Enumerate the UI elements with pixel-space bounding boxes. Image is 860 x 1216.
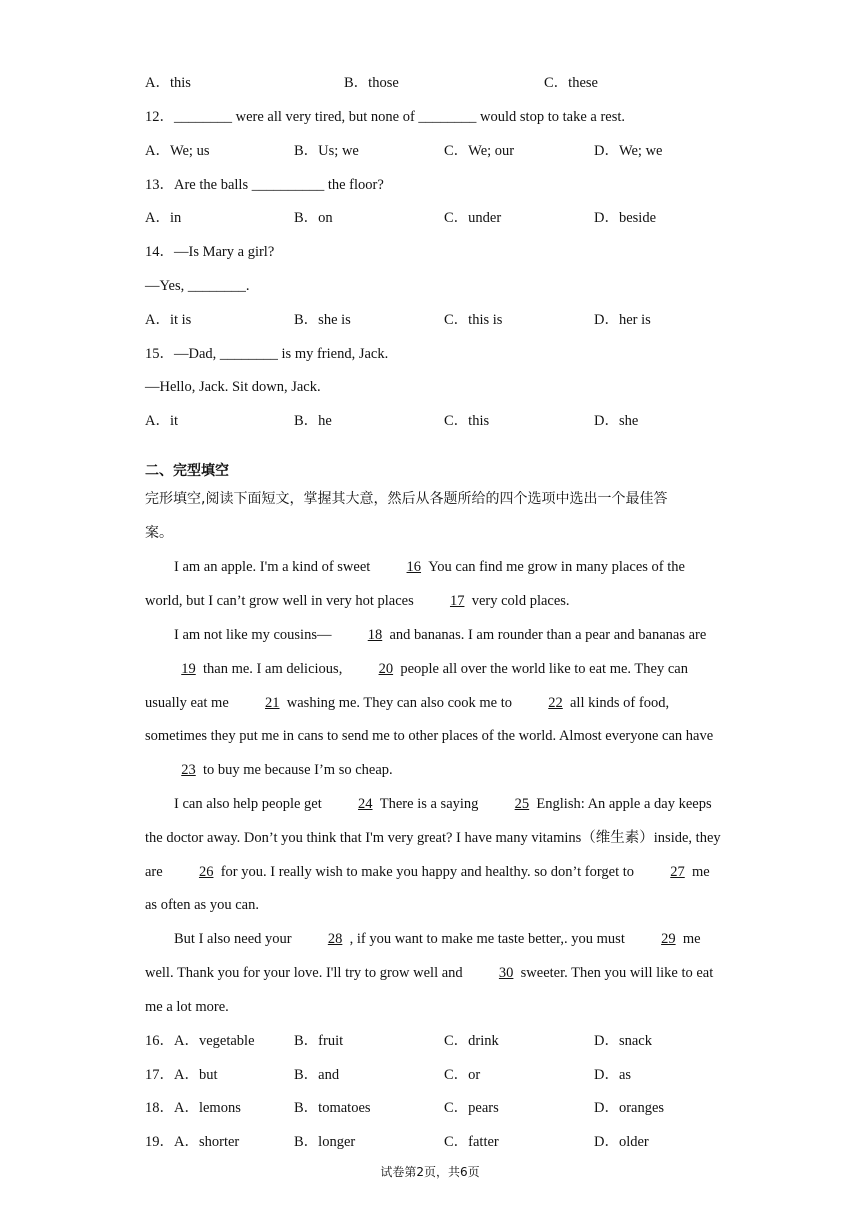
passage-paragraph-3: I can also help people get 24 There is a saying 25 English: An apple a day keeps the doctor away. Don’t you think that I'm very great? I have many vitamins（维生素）inside, they are 26 for you. I really wish to make you happy and healthy. so don’t forget to 27 me as often as you can. xyxy=(145,788,725,923)
q15-option-a: A．it xyxy=(145,413,179,429)
q15-option-b: B．he xyxy=(294,413,332,429)
blank-19: 19 xyxy=(181,660,196,677)
q12-option-d: D．We; we xyxy=(594,143,663,159)
blank-28: 28 xyxy=(327,931,343,947)
blank-18: 18 xyxy=(367,627,383,643)
q14-option-a: A．it is xyxy=(145,312,192,328)
q14-option-d: D．her is xyxy=(594,312,651,328)
q13-option-c: C．under xyxy=(444,210,502,226)
blank-25: 25 xyxy=(514,796,530,812)
q18-option-a: 18．A．lemons xyxy=(145,1100,241,1116)
section-instruction-line1: 完形填空,阅读下面短文，掌握其大意，然后从各题所给的四个选项中选出一个最佳答 xyxy=(145,491,668,507)
q18-option-b: B．tomatoes xyxy=(294,1100,371,1116)
q15-stem: 15．—Dad, ________ is my friend, Jack. xyxy=(145,346,389,362)
q17-option-a: 17．A．but xyxy=(145,1067,218,1083)
q13-option-d: D．beside xyxy=(594,210,657,226)
passage-paragraph-2: I am not like my cousins— 18 and bananas. I am rounder than a pear and bananas are19 than me. I am delicious, 20 people all over the world like to eat me. They can usually eat me 21 washing me. They can also cook me to 22 all kinds of food, sometimes they put me in cans to send me to other places of the world. Almost everyone can have23 to buy me because I’m so cheap. xyxy=(145,619,725,788)
q19-option-d: D．older xyxy=(594,1134,649,1150)
q18-option-c: C．pears xyxy=(444,1100,499,1116)
q13-option-a: A．in xyxy=(145,210,182,226)
q11-option-c: C．these xyxy=(544,75,598,91)
q17-option-c: C．or xyxy=(444,1067,481,1083)
q16-option-a: 16．A．vegetable xyxy=(145,1033,255,1049)
q12-option-b: B．Us; we xyxy=(294,143,359,159)
blank-27: 27 xyxy=(670,863,685,880)
q14-option-b: B．she is xyxy=(294,312,351,328)
q16-option-d: D．snack xyxy=(594,1033,652,1049)
q14-stem: 14．—Is Mary a girl? xyxy=(145,244,275,260)
blank-24: 24 xyxy=(358,796,373,812)
q17-option-b: B．and xyxy=(294,1067,340,1083)
q13-option-b: B．on xyxy=(294,210,333,226)
q15-option-c: C．this xyxy=(444,413,490,429)
q12-option-c: C．We; our xyxy=(444,143,515,159)
q11-option-b: B．those xyxy=(344,75,399,91)
blank-20: 20 xyxy=(378,660,394,677)
q11-option-a: A．this xyxy=(145,75,191,91)
q19-option-b: B．longer xyxy=(294,1134,356,1150)
passage-paragraph-4: But I also need your 28 , if you want to make me taste better,. you must 29 me well. Thank you for your love. I'll try to grow well and 30 sweeter. Then you will like to eat me a lot more. xyxy=(145,923,725,1024)
q16-option-c: C．drink xyxy=(444,1033,499,1049)
blank-21: 21 xyxy=(265,694,280,711)
q15-stem-reply: —Hello, Jack. Sit down, Jack. xyxy=(145,379,321,395)
blank-26: 26 xyxy=(198,863,214,880)
blank-17: 17 xyxy=(449,592,465,609)
blank-30: 30 xyxy=(498,964,514,981)
blank-22: 22 xyxy=(548,694,563,711)
q19-option-a: 19．A．shorter xyxy=(145,1134,240,1150)
q19-option-c: C．fatter xyxy=(444,1134,499,1150)
q17-option-d: D．as xyxy=(594,1067,632,1083)
q13-stem: 13．Are the balls __________ the floor? xyxy=(145,177,384,193)
page-footer: 试卷第2页，共6页 xyxy=(380,1165,480,1179)
q14-stem-answer: —Yes, ________. xyxy=(145,278,250,294)
q12-option-a: A．We; us xyxy=(145,143,210,159)
section-heading: 二、完型填空 xyxy=(145,463,229,479)
blank-16: 16 xyxy=(406,559,422,575)
q12-stem: 12．________ were all very tired, but none of ________ would stop to take a rest. xyxy=(145,109,626,125)
q18-option-d: D．oranges xyxy=(594,1100,665,1116)
q14-option-c: C．this is xyxy=(444,312,503,328)
passage-paragraph-1: I am an apple. I'm a kind of sweet 16 You can find me grow in many places of the world, but I can’t grow well in very hot places 17 very cold places. xyxy=(145,551,725,619)
section-instruction-line2: 案。 xyxy=(145,525,173,541)
q15-option-d: D．she xyxy=(594,413,639,429)
q16-option-b: B．fruit xyxy=(294,1033,344,1049)
blank-23: 23 xyxy=(181,762,196,779)
blank-29: 29 xyxy=(661,931,676,947)
